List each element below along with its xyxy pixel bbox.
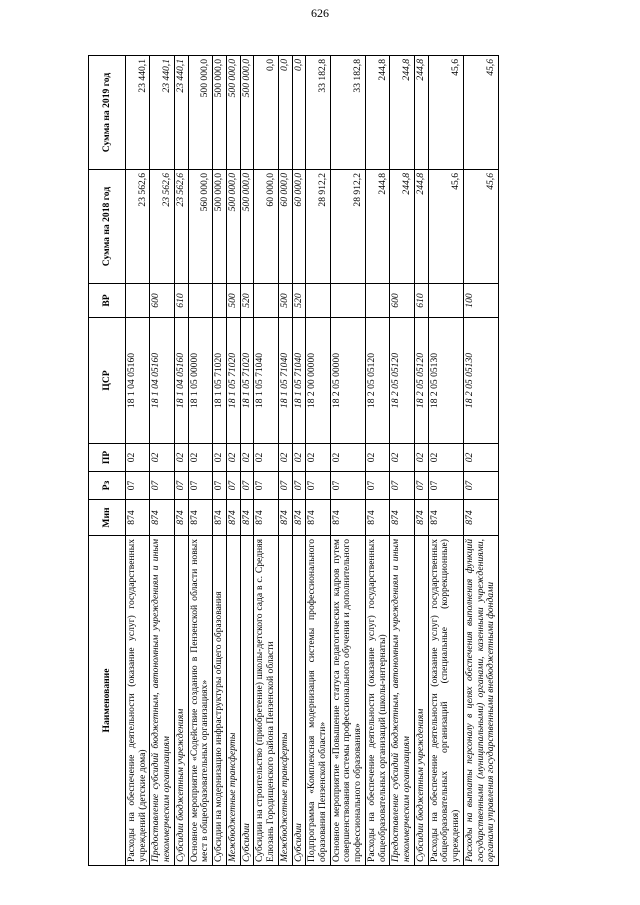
row-csr: 18 1 05 71020 — [226, 318, 240, 444]
header-min: Мин — [89, 500, 126, 536]
row-csr: 18 1 05 71020 — [213, 318, 227, 444]
row-sum-2018: 500 000,0 — [226, 170, 240, 284]
table-body — [126, 56, 499, 866]
row-rz: 07 — [292, 472, 306, 500]
row-name: Расходы на обеспечение деятельности (оказание услуг) государственных общеобразовательных организаций (специальные (коррекционные) учреждения) — [428, 536, 463, 866]
row-pr: 02 — [292, 444, 306, 472]
table-row — [213, 56, 227, 866]
row-pr: 02 — [414, 444, 428, 472]
row-sum-2018: 23 562,6 — [150, 170, 174, 284]
row-rz: 07 — [306, 472, 330, 500]
row-csr: 18 2 05 05120 — [390, 318, 414, 444]
row-min: 874 — [240, 500, 254, 536]
table-header-row — [89, 56, 126, 866]
row-rz: 07 — [188, 472, 212, 500]
table-row — [292, 56, 306, 866]
header-rz: Рз — [89, 472, 126, 500]
row-csr: 18 2 00 00000 — [306, 318, 330, 444]
table-row — [254, 56, 278, 866]
row-csr: 18 1 05 71040 — [292, 318, 306, 444]
row-name: Субсидии бюджетным учреждениям — [414, 536, 428, 866]
row-pr: 02 — [226, 444, 240, 472]
row-rz: 07 — [278, 472, 292, 500]
row-sum-2018: 500 000,0 — [240, 170, 254, 284]
row-csr: 18 1 04 05160 — [126, 318, 150, 444]
row-pr: 02 — [428, 444, 463, 472]
row-sum-2018: 23 562,6 — [126, 170, 150, 284]
table-row — [240, 56, 254, 866]
row-min: 874 — [278, 500, 292, 536]
row-min: 874 — [226, 500, 240, 536]
row-sum-2019: 23 440,1 — [150, 56, 174, 170]
row-name: Межбюджетные трансферты — [278, 536, 292, 866]
row-pr: 02 — [390, 444, 414, 472]
row-vr: 600 — [390, 284, 414, 318]
row-vr: 600 — [150, 284, 174, 318]
row-sum-2019: 500 000,0 — [240, 56, 254, 170]
table-row — [428, 56, 463, 866]
row-vr — [126, 284, 150, 318]
row-name: Подпрограмма «Комплексная модернизация системы профессионального образования Пензенской области» — [306, 536, 330, 866]
table-row — [414, 56, 428, 866]
row-rz: 07 — [240, 472, 254, 500]
row-rz: 07 — [213, 472, 227, 500]
row-sum-2019: 0,0 — [254, 56, 278, 170]
row-sum-2018: 28 912,2 — [306, 170, 330, 284]
header-sum-2018: Сумма на 2018 год — [89, 170, 126, 284]
row-sum-2019: 23 440,1 — [126, 56, 150, 170]
row-vr — [365, 284, 389, 318]
row-min: 874 — [390, 500, 414, 536]
row-rz: 07 — [126, 472, 150, 500]
row-pr: 02 — [278, 444, 292, 472]
row-name: Субсидии — [292, 536, 306, 866]
row-min: 874 — [365, 500, 389, 536]
row-rz: 07 — [390, 472, 414, 500]
row-csr: 18 1 05 71040 — [254, 318, 278, 444]
row-sum-2018: 60 000,0 — [292, 170, 306, 284]
row-rz: 07 — [174, 472, 188, 500]
header-name: Наименование — [89, 536, 126, 866]
row-csr: 18 1 04 05160 — [150, 318, 174, 444]
row-rz: 07 — [330, 472, 365, 500]
row-csr: 18 2 05 00000 — [330, 318, 365, 444]
row-sum-2019: 500 000,0 — [213, 56, 227, 170]
row-csr: 18 1 05 71020 — [240, 318, 254, 444]
row-pr: 02 — [306, 444, 330, 472]
table-row — [150, 56, 174, 866]
row-min: 874 — [126, 500, 150, 536]
row-min: 874 — [254, 500, 278, 536]
row-name: Расходы на выплаты персоналу в целях обеспечения выполнения функций государственными (муниципальными) органами, казенными учреждениями, органами управления государственными внебюджетными фондами — [463, 536, 498, 866]
row-min: 874 — [174, 500, 188, 536]
row-rz: 07 — [226, 472, 240, 500]
row-sum-2019: 0,0 — [292, 56, 306, 170]
table-row — [188, 56, 212, 866]
row-sum-2019: 23 440,1 — [174, 56, 188, 170]
row-vr — [330, 284, 365, 318]
row-name: Предоставление субсидий бюджетным, автономным учреждениям и иным некоммерческим организациям — [390, 536, 414, 866]
row-name: Основное мероприятие «Содействие созданию в Пензенской области новых мест в общеобразовательных организациях» — [188, 536, 212, 866]
budget-table — [88, 55, 499, 866]
row-sum-2019: 33 182,8 — [330, 56, 365, 170]
row-sum-2018: 23 562,6 — [174, 170, 188, 284]
row-min: 874 — [414, 500, 428, 536]
row-name: Основное мероприятие «Повышение статуса педагогических кадров путем совершенствования системы профессионального обучения и дополнительного профессионального образования» — [330, 536, 365, 866]
row-vr — [428, 284, 463, 318]
row-pr: 02 — [463, 444, 498, 472]
table-row — [126, 56, 150, 866]
row-sum-2019: 244,8 — [414, 56, 428, 170]
row-pr: 02 — [254, 444, 278, 472]
row-sum-2018: 45,6 — [463, 170, 498, 284]
row-csr: 18 2 05 05120 — [414, 318, 428, 444]
table-row — [365, 56, 389, 866]
row-vr — [213, 284, 227, 318]
row-rz: 07 — [254, 472, 278, 500]
row-name: Межбюджетные трансферты — [226, 536, 240, 866]
header-pr: ПР — [89, 444, 126, 472]
row-name: Субсидии на модернизацию инфраструктуры общего образования — [213, 536, 227, 866]
row-csr: 18 1 05 00000 — [188, 318, 212, 444]
table-row — [278, 56, 292, 866]
header-csr: ЦСР — [89, 318, 126, 444]
row-sum-2018: 244,8 — [390, 170, 414, 284]
row-pr: 02 — [150, 444, 174, 472]
row-min: 874 — [428, 500, 463, 536]
row-vr: 100 — [463, 284, 498, 318]
row-name: Расходы на обеспечение деятельности (оказание услуг) государственных учреждений (детские дома) — [126, 536, 150, 866]
row-sum-2019: 45,6 — [428, 56, 463, 170]
row-min: 874 — [213, 500, 227, 536]
row-rz: 07 — [150, 472, 174, 500]
header-vr: ВР — [89, 284, 126, 318]
row-sum-2018: 28 912,2 — [330, 170, 365, 284]
row-sum-2019: 500 000,0 — [188, 56, 212, 170]
row-vr — [188, 284, 212, 318]
row-name: Предоставление субсидий бюджетным, автономным учреждениям и иным некоммерческим организациям — [150, 536, 174, 866]
row-sum-2018: 244,8 — [365, 170, 389, 284]
table-row — [306, 56, 330, 866]
table-row — [174, 56, 188, 866]
row-sum-2019: 244,8 — [390, 56, 414, 170]
row-min: 874 — [188, 500, 212, 536]
budget-table-container — [88, 56, 558, 866]
row-csr: 18 2 05 05130 — [428, 318, 463, 444]
row-vr: 500 — [226, 284, 240, 318]
row-pr: 02 — [365, 444, 389, 472]
table-row — [330, 56, 365, 866]
row-vr — [306, 284, 330, 318]
row-min: 874 — [150, 500, 174, 536]
row-sum-2018: 60 000,0 — [254, 170, 278, 284]
row-pr: 02 — [126, 444, 150, 472]
row-rz: 07 — [365, 472, 389, 500]
table-row — [226, 56, 240, 866]
row-sum-2018: 244,8 — [414, 170, 428, 284]
row-pr: 02 — [188, 444, 212, 472]
row-csr: 18 2 05 05120 — [365, 318, 389, 444]
row-name: Субсидии бюджетным учреждениям — [174, 536, 188, 866]
header-sum-2019: Сумма на 2019 год — [89, 56, 126, 170]
row-vr: 520 — [292, 284, 306, 318]
row-name: Расходы на обеспечение деятельности (оказание услуг) государственных общеобразовательных организаций (школы-интернаты) — [365, 536, 389, 866]
row-name: Субсидии — [240, 536, 254, 866]
table-row — [463, 56, 498, 866]
row-sum-2019: 0,0 — [278, 56, 292, 170]
row-sum-2019: 244,8 — [365, 56, 389, 170]
row-csr: 18 2 05 05130 — [463, 318, 498, 444]
row-min: 874 — [463, 500, 498, 536]
page-number: 626 — [311, 6, 329, 20]
row-vr: 520 — [240, 284, 254, 318]
row-csr: 18 1 05 71040 — [278, 318, 292, 444]
row-sum-2018: 560 000,0 — [188, 170, 212, 284]
row-min: 874 — [292, 500, 306, 536]
row-rz: 07 — [414, 472, 428, 500]
row-sum-2018: 45,6 — [428, 170, 463, 284]
row-csr: 18 1 04 05160 — [174, 318, 188, 444]
row-name: Субсидии на строительство (приобретение) школы-детского сада в с. Средняя Елюзань Городищенского района Пензенской области — [254, 536, 278, 866]
table-row — [390, 56, 414, 866]
row-sum-2019: 500 000,0 — [226, 56, 240, 170]
row-rz: 07 — [428, 472, 463, 500]
row-vr: 610 — [174, 284, 188, 318]
row-pr: 02 — [174, 444, 188, 472]
row-pr: 02 — [240, 444, 254, 472]
row-vr — [254, 284, 278, 318]
row-vr: 610 — [414, 284, 428, 318]
row-sum-2018: 500 000,0 — [213, 170, 227, 284]
row-min: 874 — [306, 500, 330, 536]
row-sum-2018: 60 000,0 — [278, 170, 292, 284]
row-sum-2019: 45,6 — [463, 56, 498, 170]
row-pr: 02 — [330, 444, 365, 472]
row-rz: 07 — [463, 472, 498, 500]
row-min: 874 — [330, 500, 365, 536]
row-sum-2019: 33 182,8 — [306, 56, 330, 170]
row-pr: 02 — [213, 444, 227, 472]
row-vr: 500 — [278, 284, 292, 318]
